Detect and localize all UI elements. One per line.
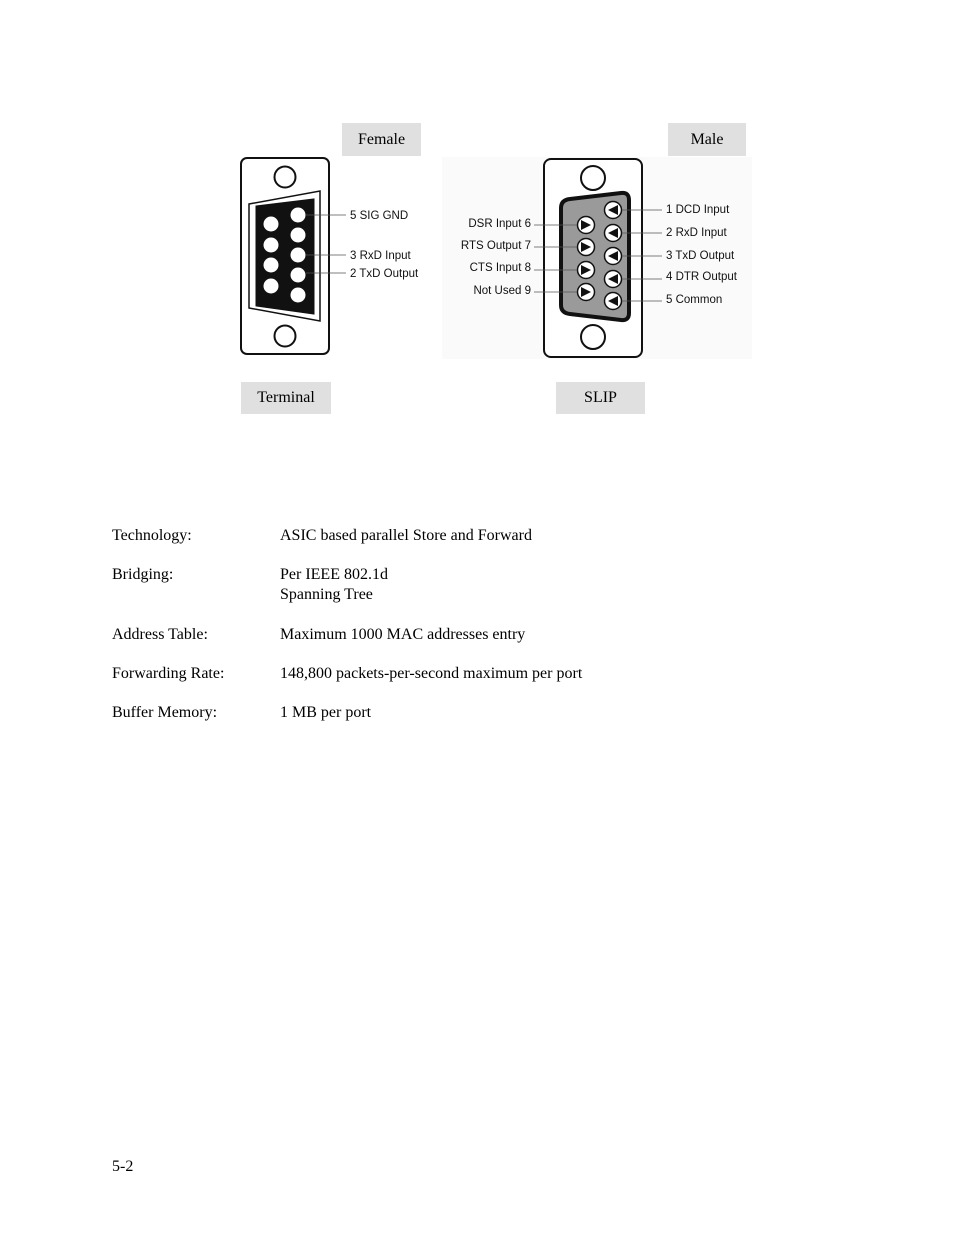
male-pin-label-cts: CTS Input 8 [469,262,531,274]
spec-label: Buffer Memory: [112,704,218,721]
female-pin-label-rxd: 3 RxD Input [350,250,411,262]
male-pin-label-rts: RTS Output 7 [460,240,531,252]
female-connector-drawing [241,158,346,354]
female-pin-label-sig-gnd: 5 SIG GND [350,210,409,222]
female-pin-label-txd: 2 TxD Output [350,268,419,280]
connector-diagram [0,0,954,440]
male-pin-label-rxd: 2 RxD Input [666,227,727,239]
spec-value: Per IEEE 802.1d [280,566,388,583]
page-number: 5-2 [112,1158,134,1175]
spec-value: Maximum 1000 MAC addresses entry [280,626,526,643]
spec-label: Forwarding Rate: [112,665,225,682]
slip-tag: SLIP [556,382,645,414]
male-tag: Male [668,123,746,156]
spec-value: 148,800 packets-per-second maximum per port [280,665,583,682]
male-pin-label-not-used: Not Used 9 [473,285,531,297]
spec-label: Bridging: [112,566,174,583]
spec-value-line2: Spanning Tree [280,586,373,603]
male-pin-label-common: 5 Common [666,294,723,306]
spec-value: 1 MB per port [280,704,372,721]
male-pin-label-dsr: DSR Input 6 [468,218,531,230]
terminal-tag: Terminal [241,382,331,414]
spec-value: ASIC based parallel Store and Forward [280,527,532,544]
male-pin-label-txd: 3 TxD Output [666,250,735,262]
spec-label: Technology: [112,527,192,544]
spec-label: Address Table: [112,626,208,643]
male-pin-label-dtr: 4 DTR Output [666,271,737,283]
male-pin-label-dcd: 1 DCD Input [666,204,730,216]
female-tag: Female [342,123,421,156]
